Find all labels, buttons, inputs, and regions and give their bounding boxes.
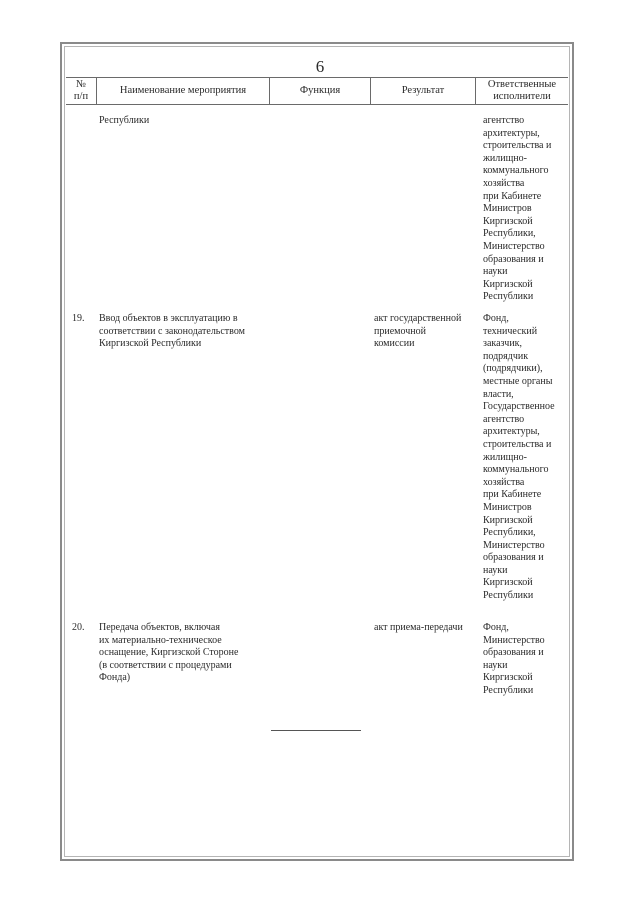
table-header-bottom-rule	[66, 104, 568, 105]
row-responsible: Фонд, технический заказчик, подрядчик (подрядчики), местные органы власти, Государственное агентство архитектуры, строительства и жилищно- коммунального хозяйства при Кабинете Министров Киргизской Республики, Министерство образования и науки Киргизской Республики	[483, 313, 555, 602]
row-name: Передача объектов, включая их материально-техническое оснащение, Киргизской Стороне (в соответствии с процедурами Фонда)	[99, 622, 239, 684]
row-result: акт государственной приемочной комиссии	[374, 313, 462, 350]
header-result: Результат	[401, 85, 445, 96]
header-number: № п/п	[73, 79, 89, 102]
header-name: Наименование мероприятия	[119, 85, 247, 96]
row-number: 19.	[72, 313, 85, 324]
row-responsible: Фонд, Министерство образования и науки Киргизской Республики	[483, 622, 545, 696]
header-responsible: Ответственные исполнители	[487, 79, 557, 102]
end-of-document-rule	[271, 730, 361, 731]
page-number: 6	[315, 57, 325, 76]
header-function: Функция	[299, 85, 341, 96]
row-result: акт приема-передачи	[374, 622, 463, 633]
row-name: Ввод объектов в эксплуатацию в соответствии с законодательством Киргизской Республики	[99, 313, 245, 350]
row-responsible: агентство архитектуры, строительства и жилищно- коммунального хозяйства при Кабинете Министров Киргизской Республики, Министерство образования и науки Киргизской Республики	[483, 115, 552, 303]
row-name: Республики	[99, 115, 150, 126]
row-number: 20.	[72, 622, 85, 633]
